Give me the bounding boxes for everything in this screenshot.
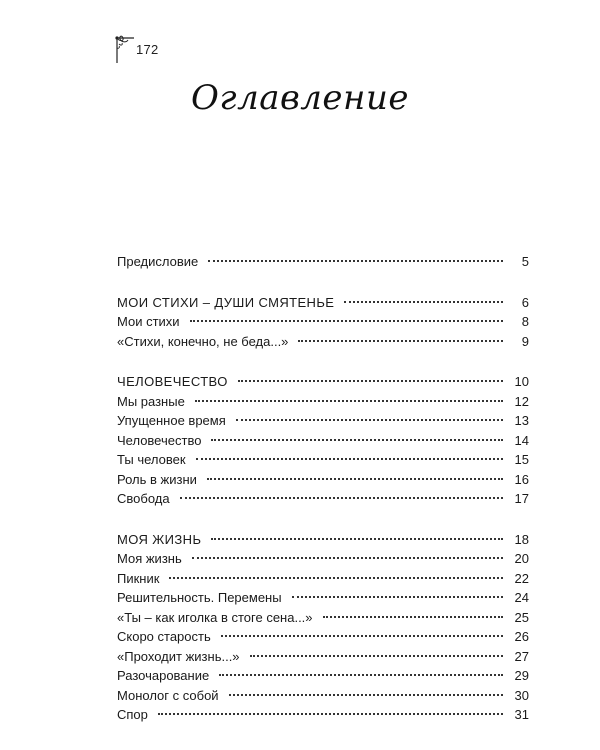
toc-section-heading[interactable] [117,293,529,313]
toc-entry-label: Предисловие [117,254,199,269]
toc-entry-page-number: 24 [514,590,529,605]
toc-entry-label: Пикник [117,570,160,586]
toc-entry-page-number: 26 [514,629,529,644]
toc-entry-label: Ты человек [117,452,186,467]
dot-leader [238,380,503,382]
toc-entry-page-number: 5 [521,254,529,269]
toc-entry-page-number: 29 [514,668,529,683]
toc-entry[interactable] [117,608,529,628]
toc-entry[interactable] [117,332,529,352]
toc-entry[interactable] [117,569,529,589]
dot-leader [344,301,503,303]
toc-entry[interactable] [117,705,529,725]
toc-entry-page-number: 31 [514,707,529,722]
corner-flourish-icon [114,34,136,64]
toc-entry-label: «Проходит жизнь...» [117,648,240,664]
dot-leader [192,557,503,559]
toc-entry-page-number: 27 [514,648,529,664]
toc-section-heading[interactable] [117,372,529,392]
toc-entry-label: Свобода [117,491,170,506]
toc-entry-page-number: 6 [521,294,529,310]
toc-section [117,252,529,272]
dot-leader [229,694,503,696]
table-of-contents [117,252,529,725]
toc-entry[interactable] [117,392,529,412]
toc-entry-label: Мои стихи [117,314,180,329]
page-number: 172 [136,42,159,57]
toc-entry-page-number: 15 [514,452,529,467]
toc-entry-page-number: 18 [514,531,529,547]
toc-entry-label: ЧЕЛОВЕЧЕСТВО [117,374,228,389]
dot-leader [211,538,503,540]
dot-leader [190,320,503,322]
toc-entry[interactable] [117,252,529,272]
toc-entry-page-number: 16 [514,471,529,487]
toc-entry[interactable] [117,431,529,451]
toc-entry[interactable] [117,686,529,706]
dot-leader [158,713,503,715]
toc-entry[interactable] [117,588,529,608]
dot-leader [219,674,503,676]
dot-leader [180,497,503,499]
toc-entry[interactable] [117,411,529,431]
toc-section [117,372,529,509]
toc-entry-label: Моя жизнь [117,551,182,566]
dot-leader [208,260,503,262]
toc-entry-label: Роль в жизни [117,471,197,487]
toc-section-heading[interactable] [117,530,529,550]
toc-entry-page-number: 25 [514,609,529,625]
toc-entry-label: «Ты – как иголка в стоге сена...» [117,609,313,625]
toc-entry-label: МОЯ ЖИЗНЬ [117,531,202,547]
dot-leader [207,478,503,480]
toc-entry-page-number: 17 [514,491,529,506]
toc-entry[interactable] [117,549,529,569]
toc-entry-label: Монолог с собой [117,687,219,703]
toc-entry-page-number: 12 [514,393,529,409]
toc-entry[interactable] [117,470,529,490]
toc-entry-page-number: 10 [514,374,529,389]
dot-leader [195,400,503,402]
toc-entry-label: Мы разные [117,393,185,409]
toc-entry-page-number: 20 [514,551,529,566]
toc-entry[interactable] [117,627,529,647]
toc-entry-label: Спор [117,707,148,722]
toc-entry[interactable] [117,450,529,470]
toc-entry[interactable] [117,666,529,686]
dot-leader [250,655,503,657]
toc-entry[interactable] [117,489,529,509]
toc-entry-label: «Стихи, конечно, не беда...» [117,333,289,349]
toc-section [117,293,529,352]
dot-leader [236,419,503,421]
toc-section [117,530,529,725]
toc-entry[interactable] [117,312,529,332]
toc-entry-label: МОИ СТИХИ – ДУШИ СМЯТЕНЬЕ [117,294,335,310]
toc-entry-page-number: 9 [521,333,529,349]
toc-entry-label: Скоро старость [117,629,211,644]
dot-leader [211,439,503,441]
toc-entry-page-number: 22 [514,570,529,586]
toc-entry-page-number: 14 [514,432,529,448]
dot-leader [298,340,503,342]
toc-entry-page-number: 30 [514,687,529,703]
dot-leader [196,458,503,460]
page-title: Оглавление [191,78,409,118]
toc-entry-label: Решительность. Перемены [117,590,282,605]
toc-entry-page-number: 13 [514,413,529,428]
toc-entry-page-number: 8 [521,314,529,329]
toc-entry-label: Упущенное время [117,413,226,428]
toc-entry-label: Человечество [117,432,202,448]
dot-leader [221,635,503,637]
toc-entry[interactable] [117,647,529,667]
dot-leader [169,577,503,579]
dot-leader [323,616,503,618]
dot-leader [292,596,503,598]
toc-entry-label: Разочарование [117,668,210,683]
